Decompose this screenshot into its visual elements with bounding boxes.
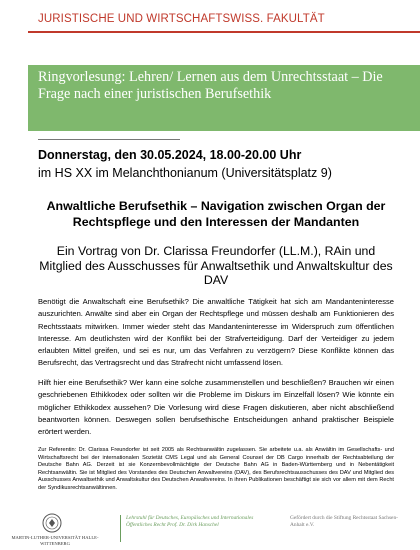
- chair-name: Lehrstuhl für Deutsches, Europäisches und Internationales Öffentliches Recht Prof. Dr. Dirk Hanschel: [126, 515, 254, 528]
- event-date-time: Donnerstag, den 30.05.2024, 18.00-20.00 Uhr: [38, 148, 302, 162]
- abstract-paragraph-2: Hilft hier eine Berufsethik? Wer kann eine solche zusammenstellen und beschließen? Brauchen wir einen geschriebenen Ethikkodex oder sollten wir die Probleme im Diskurs im Einzelfall lösen? Wie könnte ein möglicher Ethikkodex aussehen? Die Vorlesung wird diese Fragen diskutieren, aber nicht abschließend beantworten können. Deswegen sollen berufsethische Entscheidungen anhand praktischer Beispiele erörtert werden.: [38, 378, 394, 437]
- top-margin: [0, 0, 420, 10]
- university-name: MARTIN-LUTHER-UNIVERSITÄT HALLE-WITTENBERG: [11, 535, 99, 546]
- speaker-bio: Zur Referentin: Dr. Clarissa Freundorfer ist seit 2005 als Rechtsanwältin zugelassen. Sie arbeitete u.a. als Anwältin im Gesellschafts- und Wirtschaftsrecht bei der internationalen Sozietät CMS Legal und als General Counsel der DB Cargo innerhalb der Rechtsabteilung der Deutsche Bahn AG. Derzeit ist sie Konzernbevollmächtigte der Deutsche Bahn AG in Baden-Württemberg und in Nebentätigkeit Rechtsanwältin. Sie ist Mitglied des Vorstandes des Deutschen Anwaltvereins (DAV), des Berufsrechtsausschusses des DAV und Mitglied des Ausschusses Anwaltsethik und Anwaltskultur des Deutschen Anwaltvereins. In ihren Publikationen beschäftigt sie sich vor allem mit dem Recht der Syndikusrechtsanwältinnen.: [38, 447, 394, 491]
- section-divider: [38, 139, 180, 140]
- lecture-series-title: Ringvorlesung: Lehren/ Lernen aus dem Unrechtsstaat – Die Frage nach einer juristischen Berufsethik: [38, 69, 383, 102]
- chair-rule: [120, 515, 121, 542]
- university-seal-icon: [42, 513, 62, 533]
- speaker-info: Ein Vortrag von Dr. Clarissa Freundorfer (LL.M.), RAin und Mitglied des Ausschusses für Anwaltsethik und Anwaltskultur des DAV: [39, 244, 393, 287]
- footer: [0, 505, 420, 550]
- faculty-heading: JURISTISCHE UND WIRTSCHAFTSWISS. FAKULTÄT: [38, 13, 325, 25]
- university-logo: [4, 513, 106, 547]
- event-venue: im HS XX im Melanchthonianum (Universitätsplatz 9): [38, 166, 332, 180]
- abstract-paragraph-1: Benötigt die Anwaltschaft eine Berufsethik? Die anwaltliche Tätigkeit hat sich am Mandanteninteresse auszurichten. Anwälte sind aber ein Organ der Rechtspflege und müssen deshalb am Funktionieren des Rechtsstaats mitwirken. Immer wieder steht das Mandanteninteresse im Widerspruch zum öffentlichen Interesse. Am deutlichsten wird der Konflikt bei der Strafverteidigung. Darf der Verteidiger zu jedem erlaubten Mittel greifen, und sei es nur, um das Verfahren zu verzögern? Diese Konflikte können das Berufsrecht, das Vertragsrecht und das Strafrecht nicht umfassend lösen.: [38, 297, 394, 368]
- faculty-rule: [28, 31, 420, 33]
- talk-title: Anwaltliche Berufsethik – Navigation zwischen Organ der Rechtspflege und den Interessen der Mandanten: [46, 199, 386, 229]
- lecture-series-banner: [28, 65, 420, 131]
- sponsor-note: Gefördert durch die Stiftung Rechtsstaat Sachsen-Anhalt e.V.: [290, 515, 398, 528]
